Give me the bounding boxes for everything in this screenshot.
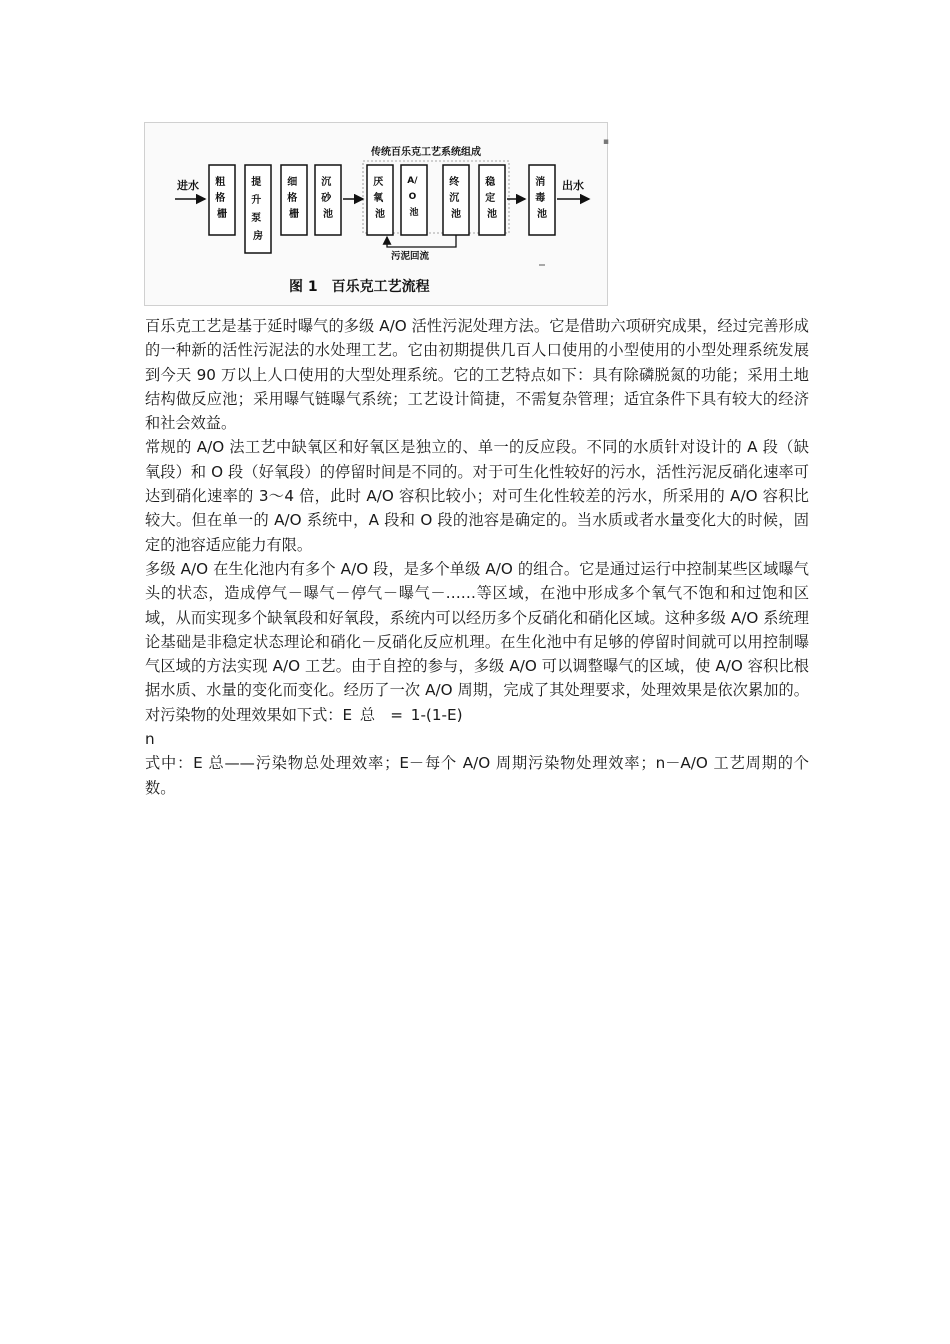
box-stabilization-pond-label: 稳 定 池 [485,177,497,220]
process-flow-figure [144,122,608,306]
paragraph-intro: 百乐克工艺是基于延时曝气的多级 A/O 活性污泥处理方法。它是借助六项研究成果，经过完善形成的一种新的活性污泥法的水处理工艺。它由初期提供几百人口使用的小型使用的小型处理系统发展到今天 90 万以上人口使用的大型处理系统。它的工艺特点如下：具有除磷脱氮的功能；采用土地结构做反应池；采用曝气链曝气系统；工艺设计简捷，不需复杂管理；适宜条件下具有较大的经济和社会效益。 [145,317,809,433]
figure-header: 传统百乐克工艺系统组成 [371,147,481,158]
box-final-clarifier-label: 终 沉 池 [449,177,461,220]
box-lift-pump-house-label: 提 升 泵 房 [251,177,263,242]
formula-exponent: n [145,730,155,749]
figure-caption: 图 1 百乐克工艺流程 [289,279,430,295]
sludge-return-label: 污泥回流 [391,251,430,262]
box-disinfection-tank-label: 消 毒 池 [535,177,547,220]
article-body [145,314,809,800]
process-flow-diagram [145,123,607,305]
outlet-label: 出水 [562,179,584,192]
figure-corner-mark: ▪ [602,137,609,147]
sludge-return-line [387,235,456,247]
paragraph-formula-definition: 式中：E 总——污染物总处理效率；E－每个 A/O 周期污染物处理效率；n－A/O 工艺周期的个数。 [145,754,809,797]
formula-text: E 总 = 1-(1-E) [342,705,463,724]
paragraph-conventional-ao: 常规的 A/O 法工艺中缺氧区和好氧区是独立的、单一的反应段。不同的水质针对设计的 A 段（缺氧段）和 O 段（好氧段）的停留时间是不同的。对于可生化性较好的污水，活性污泥反硝化速率可达到硝化速率的 3～4 倍，此时 A/O 容积比较小；对可生化性较差的污水，所采用的 A/O 容积比较大。但在单一的 A/O 系统中，A 段和 O 段的池容是确定的。当水质或者水量变化大的时候，固定的池容适应能力有限。 [145,438,809,554]
box-fine-screen-label: 细 格 栅 [287,177,299,220]
paragraph-multistage-ao-text: 多级 A/O 在生化池内有多个 A/O 段，是多个单级 A/O 的组合。它是通过运行中控制某些区域曝气头的状态，造成停气－曝气－停气－曝气－……等区域，在池中形成多个氧气不饱和和过饱和区域，从而实现多个缺氧段和好氧段，系统内可以经历多个反硝化和硝化区域。这种多级 A/O 系统理论基础是非稳定状态理论和硝化－反硝化反应机理。在生化池中有足够的停留时间就可以用控制曝气区域的方法实现 A/O 工艺。由于自控的参与，多级 A/O 可以调整曝气的区域，使 A/O 容积比根据水质、水量的变化而变化。经历了一次 A/O 周期，完成了其处理要求，处理效果是依次累加的。对污染物的处理效果如下式： [145,559,809,724]
box-grit-chamber-label: 沉 砂 池 [321,177,333,220]
box-coarse-screen-label: 粗 格 栅 [215,177,227,220]
box-anaerobic-tank-label: 厌 氧 池 [373,177,385,220]
box-ao-tank-label: A/ O 池 [407,176,419,218]
inlet-label: 进水 [177,179,199,192]
paragraph-multistage-ao [145,557,809,751]
